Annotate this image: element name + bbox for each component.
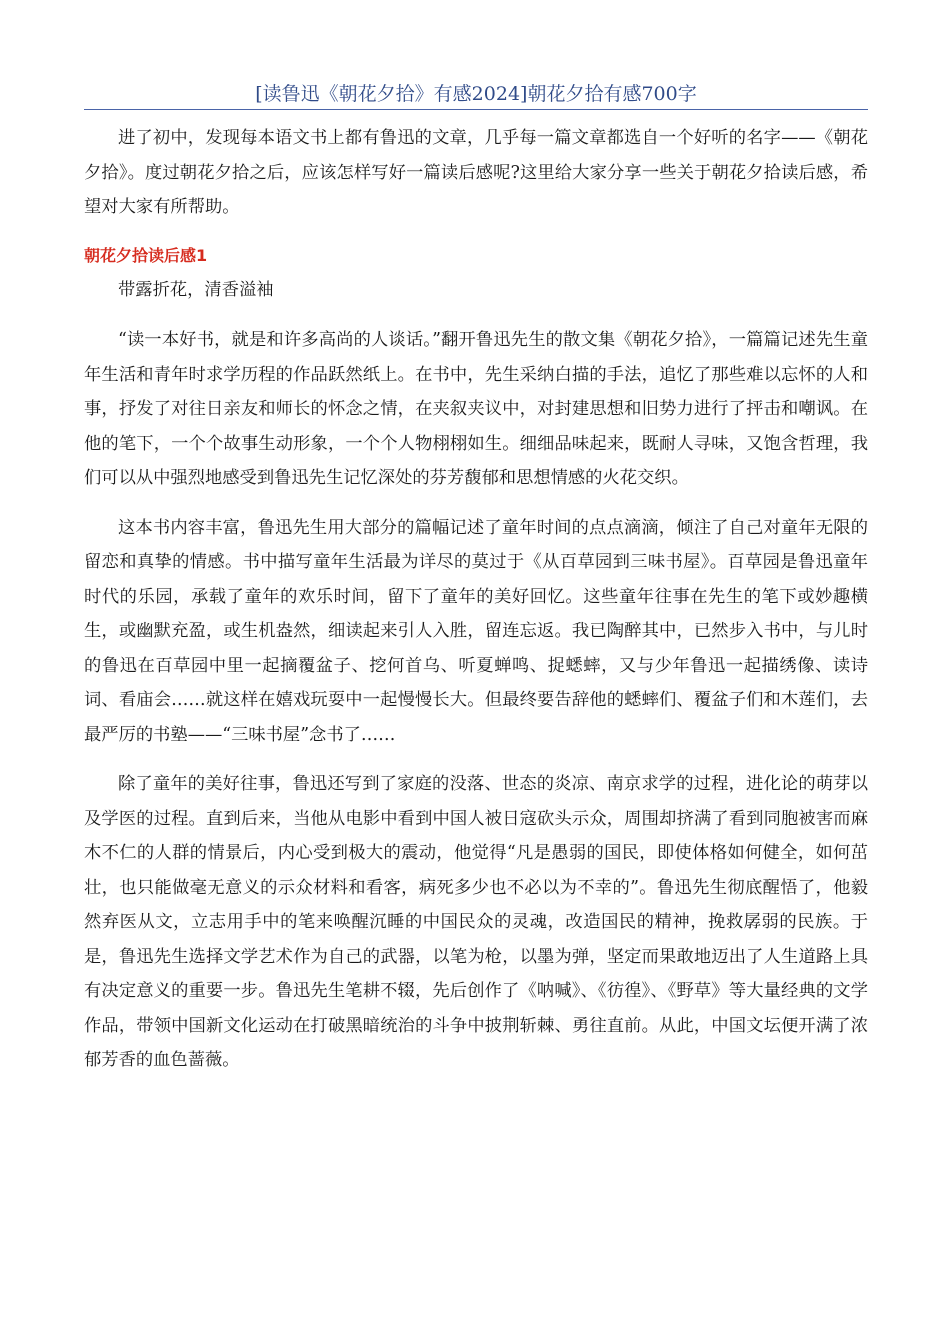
body-paragraph-1: “读一本好书，就是和许多高尚的人谈话。”翻开鲁迅先生的散文集《朝花夕拾》，一篇篇记述先生童年生活和青年时求学历程的作品跃然纸上。在书中，先生采纳白描的手法，追忆了那些难以忘怀的人和事，抒发了对往日亲友和师长的怀念之情，在夹叙夹议中，对封建思想和旧势力进行了抨击和嘲讽。在他的笔下，一个个故事生动形象，一个个人物栩栩如生。细细品味起来，既耐人寻味，又饱含哲理，我们可以从中强烈地感受到鲁迅先生记忆深处的芬芳馥郁和思想情感的火花交织。 [84,330,868,488]
document-body [84,121,868,1078]
header-divider [84,109,868,110]
section-heading: 朝花夕拾读后感1 [84,245,208,265]
section-subtitle: 带露折花，清香溢袖 [118,279,274,300]
body-paragraph-3: 除了童年的美好往事，鲁迅还写到了家庭的没落、世态的炎凉、南京求学的过程，进化论的萌芽以及学医的过程。直到后来，当他从电影中看到中国人被日寇砍头示众，周围却挤满了看到同胞被害而麻木不仁的人群的情景后，内心受到极大的震动，他觉得“凡是愚弱的国民，即使体格如何健全，如何茁壮，也只能做毫无意义的示众材料和看客，病死多少也不必以为不幸的”。鲁迅先生彻底醒悟了，他毅然弃医从文，立志用手中的笔来唤醒沉睡的中国民众的灵魂，改造国民的精神，挽救孱弱的民族。于是，鲁迅先生选择文学艺术作为自己的武器，以笔为枪，以墨为弹，坚定而果敢地迈出了人生道路上具有决定意义的重要一步。鲁迅先生笔耕不辍，先后创作了《呐喊》、《彷徨》、《野草》等大量经典的文学作品，带领中国新文化运动在打破黑暗统治的斗争中披荆斩棘、勇往直前。从此，中国文坛便开满了浓郁芳香的血色蔷薇。 [84,774,868,1070]
page-title: [读鲁迅《朝花夕拾》有感2024]朝花夕拾有感700字 [255,83,697,105]
intro-paragraph: 进了初中，发现每本语文书上都有鲁迅的文章，几乎每一篇文章都选自一个好听的名字——《朝花夕拾》。度过朝花夕拾之后，应该怎样写好一篇读后感呢?这里给大家分享一些关于朝花夕拾读后感，希望对大家有所帮助。 [84,128,868,217]
body-paragraph-2: 这本书内容丰富，鲁迅先生用大部分的篇幅记述了童年时间的点点滴滴，倾注了自己对童年无限的留恋和真挚的情感。书中描写童年生活最为详尽的莫过于《从百草园到三味书屋》。百草园是鲁迅童年时代的乐园，承载了童年的欢乐时间，留下了童年的美好回忆。这些童年往事在先生的笔下或妙趣横生，或幽默充盈，或生机盎然，细读起来引人入胜，留连忘返。我已陶醉其中，已然步入书中，与儿时的鲁迅在百草园中里一起摘覆盆子、挖何首乌、听夏蝉鸣、捉蟋蟀，又与少年鲁迅一起描绣像、读诗词、看庙会……就这样在嬉戏玩耍中一起慢慢长大。但最终要告辞他的蟋蟀们、覆盆子们和木莲们，去最严厉的书塾——“三味书屋”念书了…… [84,517,868,745]
